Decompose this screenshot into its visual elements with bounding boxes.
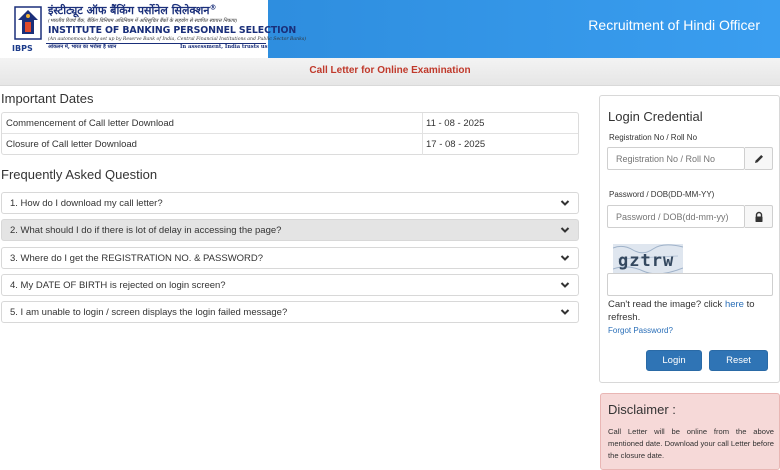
date-label: Closure of Call letter Download (6, 139, 137, 150)
faq-question: 4. My DATE OF BIRTH is rejected on login screen? (10, 280, 226, 291)
pencil-icon (753, 153, 765, 165)
logo-tagline-english: In assessment, India trusts us (180, 44, 268, 50)
disclaimer-text: Call Letter will be online from the above mentioned date. Download your call Letter before the closure date. (608, 427, 774, 460)
faq-item-2[interactable] (1, 219, 579, 241)
forgot-password-link[interactable]: Forgot Password? (608, 326, 673, 335)
captcha-input[interactable] (607, 273, 773, 296)
chevron-down-icon (560, 253, 570, 263)
captcha-image (613, 244, 683, 274)
password-input[interactable] (607, 205, 745, 228)
lock-icon (753, 211, 765, 223)
registration-label: Registration No / Roll No (609, 133, 698, 142)
important-dates-heading: Important Dates (1, 91, 94, 106)
faq-item-4[interactable] (1, 274, 579, 296)
captcha-text: gztrw (618, 251, 675, 271)
logo-hindi-subtext: (भारतीय रिजर्व बैंक, बैंकिंग विनियम अधिनियम में अधिसूचित बैंकों के सहयोग से स्थापित स्वायत्त निकाय) (48, 18, 238, 24)
chevron-down-icon (560, 225, 570, 235)
logo-tagline-hindi: आंकलन में, भारत का भरोसा है ध्यान (48, 44, 117, 50)
captcha-refresh-link[interactable]: here (724, 299, 744, 310)
faq-item-1[interactable] (1, 192, 579, 214)
registration-input[interactable] (607, 147, 745, 170)
ibps-emblem-icon (14, 6, 42, 44)
faq-question: 1. How do I download my call letter? (10, 198, 163, 209)
column-divider (422, 134, 423, 155)
important-dates-table (1, 112, 579, 155)
page-header-title: Recruitment of Hindi Officer (588, 17, 760, 33)
registration-addon (745, 147, 773, 170)
column-divider (422, 113, 423, 134)
reset-button[interactable]: Reset (709, 350, 768, 371)
subtitle-bar (0, 58, 780, 86)
login-card (599, 95, 780, 383)
date-value: 17 - 08 - 2025 (426, 139, 486, 150)
chevron-down-icon (560, 198, 570, 208)
date-value: 11 - 08 - 2025 (426, 118, 485, 129)
password-label: Password / DOB(DD-MM-YY) (609, 190, 715, 199)
site-header (0, 0, 780, 58)
captcha-help-text: Can't read the image? click here to refresh. (608, 299, 755, 323)
faq-question: 5. I am unable to login / screen displays the login failed message? (10, 307, 288, 318)
table-row (2, 134, 578, 155)
faq-item-3[interactable] (1, 247, 579, 269)
logo-english-name: INSTITUTE OF BANKING PERSONNEL SELECTION (48, 25, 297, 36)
chevron-down-icon (560, 307, 570, 317)
table-row (2, 113, 578, 134)
subtitle-text: Call Letter for Online Examination (309, 65, 471, 76)
disclaimer-box (600, 393, 780, 470)
password-addon (745, 205, 773, 228)
login-title: Login Credential (608, 109, 703, 124)
faq-question: 2. What should I do if there is lot of delay in accessing the page? (10, 225, 282, 236)
faq-question: 3. Where do I get the REGISTRATION NO. & PASSWORD? (10, 253, 264, 264)
login-button[interactable]: Login (646, 350, 702, 371)
faq-item-5[interactable] (1, 301, 579, 323)
faq-heading: Frequently Asked Question (1, 167, 158, 182)
chevron-down-icon (560, 280, 570, 290)
ibps-abbr: IBPS (12, 44, 33, 53)
logo-english-subtext: (An autonomous body set up by Reserve Bank of India, Central Financial Institutions and Public Sector Banks) (48, 37, 307, 42)
ibps-logo[interactable] (0, 0, 307, 58)
date-label: Commencement of Call letter Download (6, 118, 174, 129)
disclaimer-title: Disclaimer : (608, 402, 676, 417)
logo-hindi-name: इंस्टीट्यूट ऑफ बैंकिंग पर्सोनेल सिलेक्शन® (48, 3, 217, 17)
